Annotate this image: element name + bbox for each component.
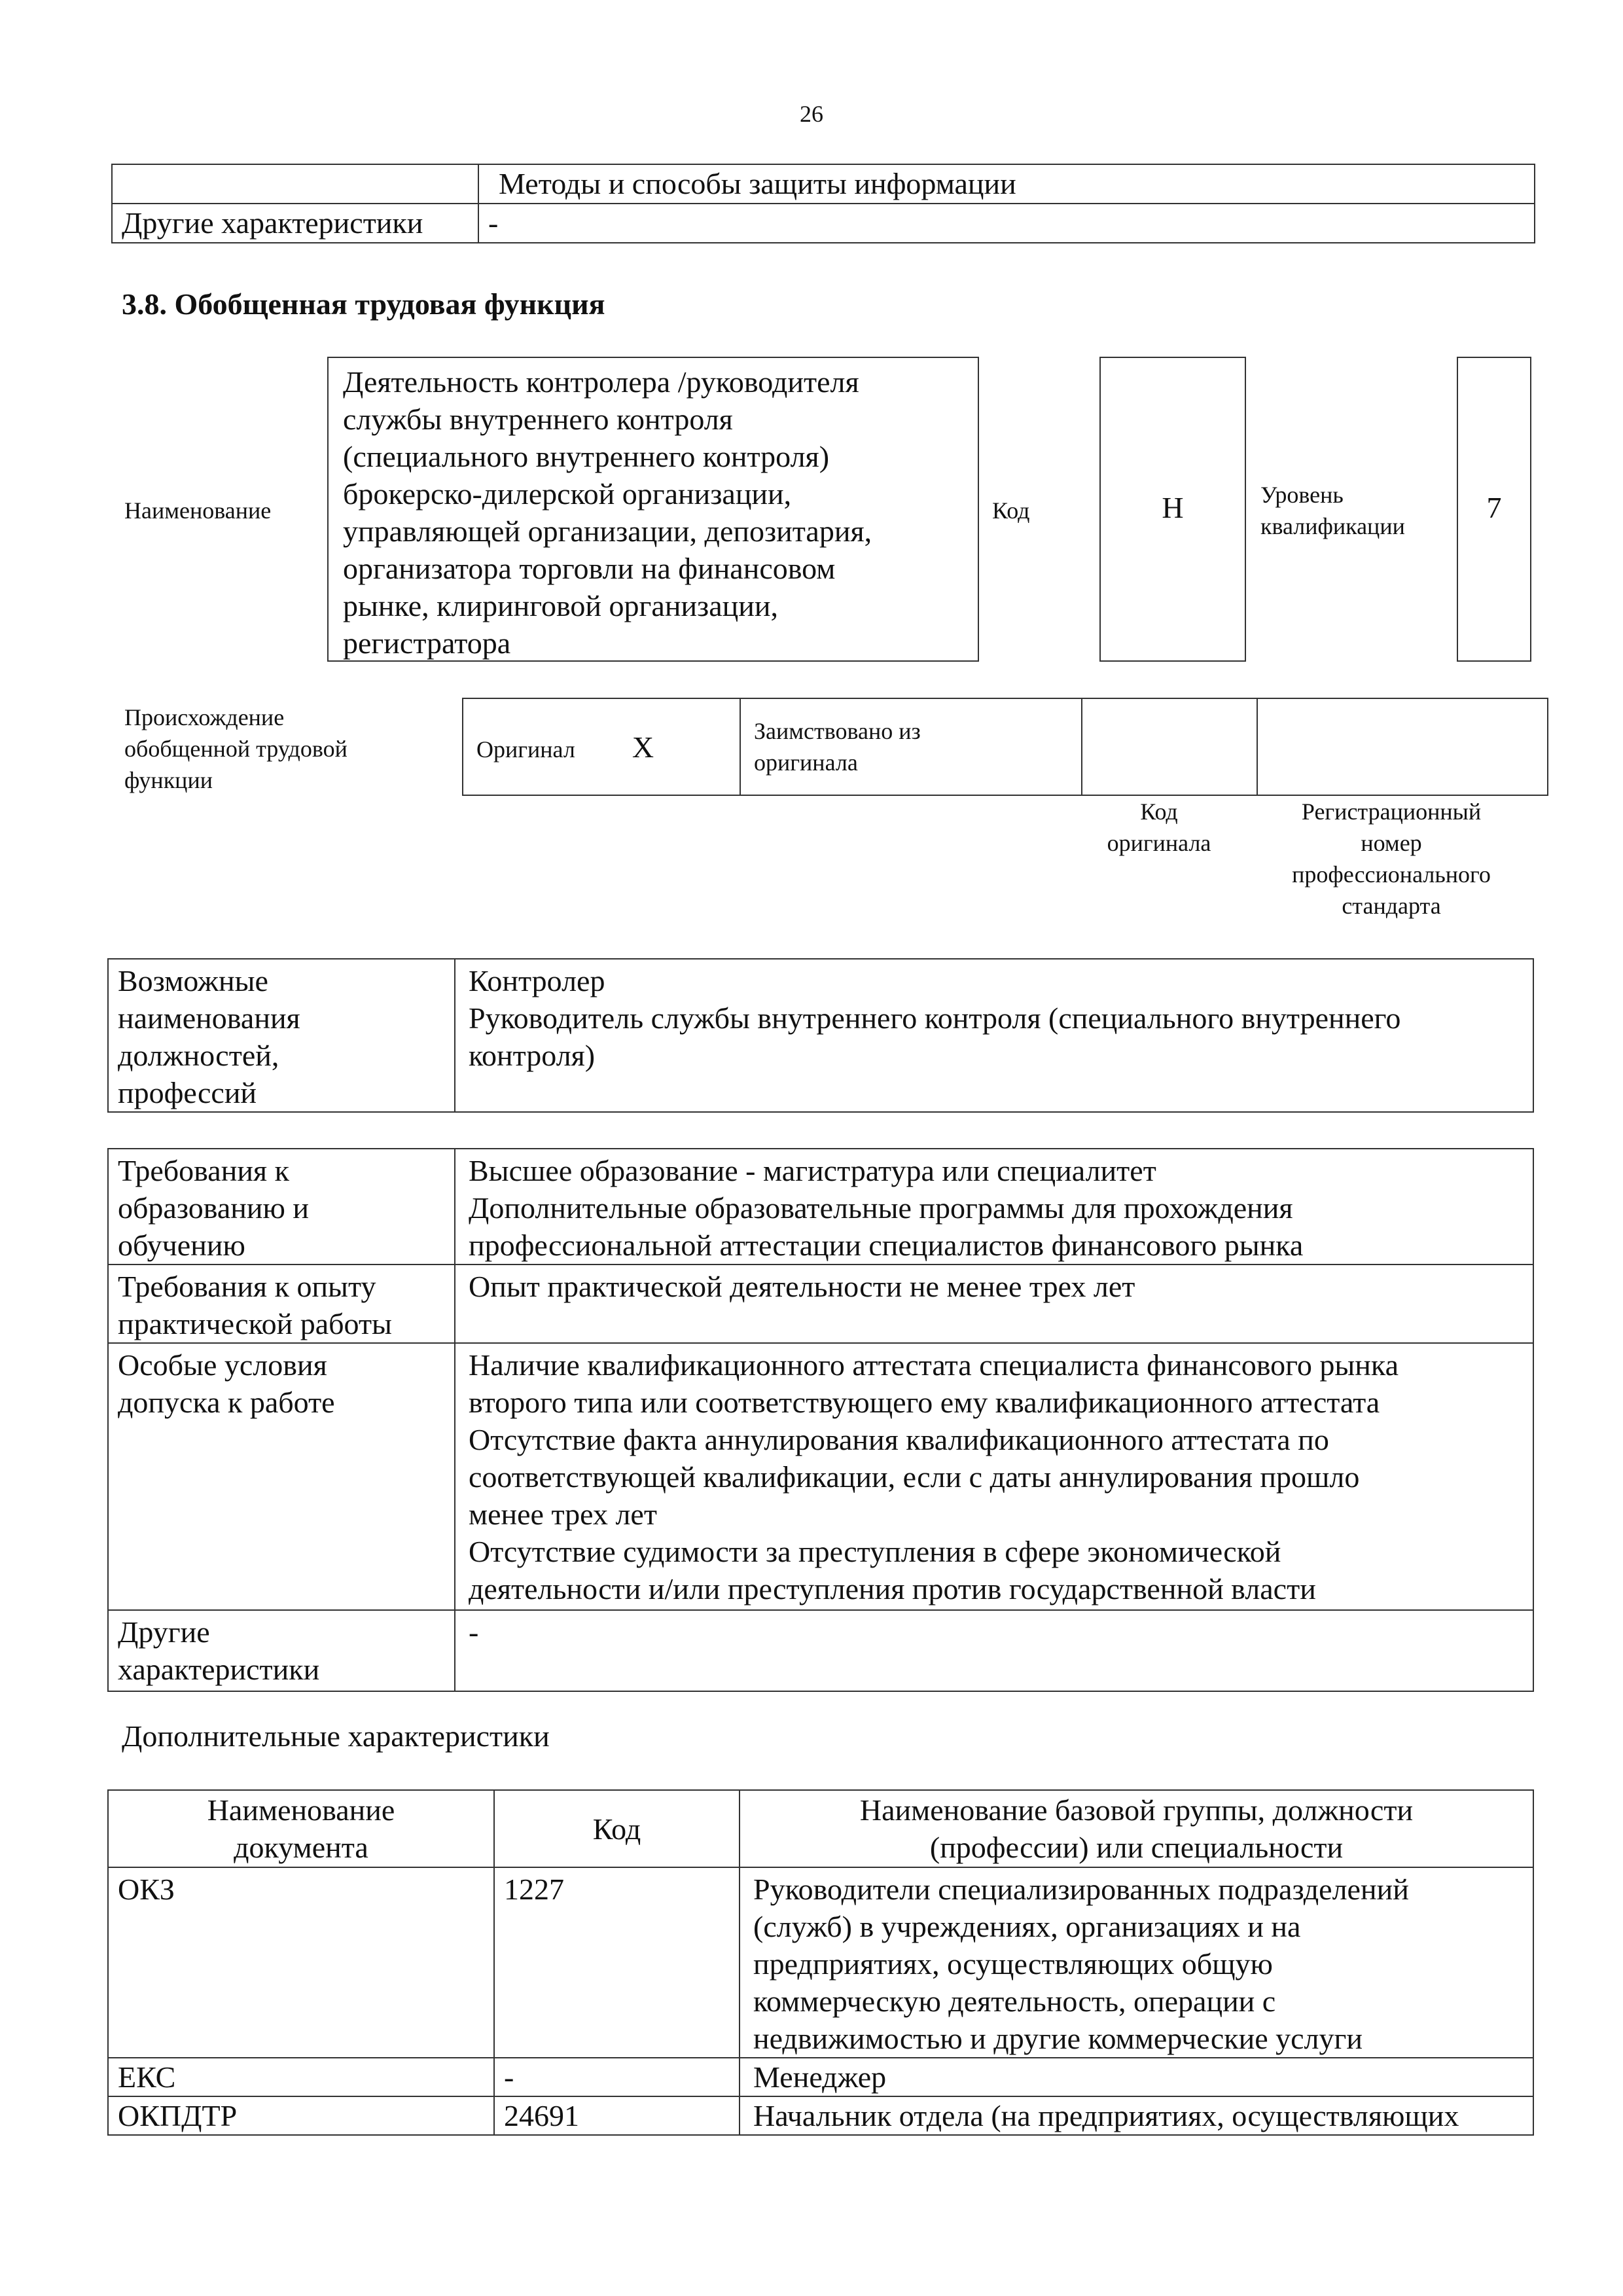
reg-number-cell: [1257, 698, 1548, 795]
reg-caption-line: Регистрационный: [1301, 798, 1482, 825]
code-caption: [1071, 796, 1247, 859]
origin-label-line: Происхождение: [124, 704, 285, 730]
requirement-line: второго типа или соответствующего ему квалификационного аттестата: [469, 1386, 1380, 1419]
original-mark: X: [632, 730, 654, 764]
name-line: Деятельность контролера /руководителя: [343, 365, 859, 399]
doc-cell: ЕКС: [108, 2058, 494, 2096]
requirement-line: Высшее образование - магистратура или специалитет: [469, 1154, 1156, 1187]
name-box: [327, 357, 979, 662]
positions-table: [107, 958, 1534, 1113]
positions-label: [108, 959, 455, 1112]
requirement-label: [108, 1149, 455, 1265]
positions-label-line: профессий: [118, 1076, 257, 1109]
code-value: H: [1162, 491, 1184, 524]
table-row: [108, 959, 1533, 1112]
header-line: Код: [592, 1812, 641, 1846]
doc-cell: ОКПДТР: [108, 2096, 494, 2135]
header-name: [740, 1790, 1533, 1867]
header-line: Наименование: [207, 1793, 395, 1827]
reg-caption: [1247, 796, 1535, 922]
origin-table: [462, 698, 1548, 796]
table-row: [112, 164, 1535, 204]
name-line: брокерско-дилерской организации,: [343, 477, 792, 511]
table-row: [108, 1790, 1533, 1867]
level-label-line: квалификации: [1260, 513, 1405, 539]
requirement-value: [455, 1149, 1533, 1265]
name-cell-line: коммерческую деятельность, операции с: [753, 1984, 1276, 2018]
table-row: [108, 2096, 1533, 2135]
name-line: службы внутреннего контроля: [343, 403, 733, 436]
name-cell-line: Менеджер: [753, 2060, 887, 2094]
requirement-line: Наличие квалификационного аттестата специалиста финансового рынка: [469, 1348, 1399, 1382]
table-row: [108, 1867, 1533, 2058]
table-row: [108, 1343, 1533, 1610]
borrowed-line: Заимствовано из: [754, 718, 921, 744]
code-caption-line: Код: [1140, 798, 1178, 825]
reg-caption-line: профессионального: [1292, 861, 1491, 888]
positions-values: [455, 959, 1533, 1112]
requirement-line: -: [469, 1615, 479, 1649]
top-table: [111, 164, 1535, 243]
requirement-label-line: Требования к опыту: [118, 1270, 376, 1303]
requirement-label: [108, 1343, 455, 1610]
name-label: Наименование: [124, 497, 272, 524]
header-line: документа: [234, 1831, 368, 1864]
code-cell: 1227: [494, 1867, 740, 2058]
original-label: Оригинал: [476, 736, 575, 762]
name-cell-line: недвижимостью и другие коммерческие услуги: [753, 2022, 1363, 2055]
additional-title: Дополнительные характеристики: [122, 1719, 550, 1753]
requirement-label-line: образованию и: [118, 1191, 309, 1225]
table-row: [112, 204, 1535, 243]
section-title: 3.8. Обобщенная трудовая функция: [122, 287, 605, 321]
name-cell-line: Начальник отдела (на предприятиях, осуществляющих: [753, 2099, 1459, 2132]
position-line: Контролер: [469, 964, 605, 997]
origin-label: [124, 702, 348, 796]
positions-label-line: наименования: [118, 1001, 300, 1035]
requirement-label: [108, 1265, 455, 1343]
requirement-line: Дополнительные образовательные программы для прохождения: [469, 1191, 1293, 1225]
requirement-line: соответствующей квалификации, если с даты аннулирования прошло: [469, 1460, 1360, 1494]
header-document: [108, 1790, 494, 1867]
position-line: Руководитель службы внутреннего контроля (специального внутреннего: [469, 1001, 1401, 1035]
positions-label-line: Возможные: [118, 964, 268, 997]
reg-caption-line: стандарта: [1342, 893, 1441, 919]
requirement-label-line: Особые условия: [118, 1348, 327, 1382]
requirement-line: Отсутствие факта аннулирования квалификационного аттестата по: [469, 1423, 1329, 1456]
name-cell: [740, 2096, 1533, 2135]
requirements-table: [107, 1148, 1534, 1692]
requirement-line: профессиональной аттестации специалистов финансового рынка: [469, 1229, 1304, 1262]
header-line: (профессии) или специальности: [929, 1831, 1344, 1864]
requirement-label-line: Другие: [118, 1615, 210, 1649]
page-number: 26: [800, 101, 823, 127]
top-row-label: [112, 164, 478, 204]
header-line: Наименование базовой группы, должности: [859, 1793, 1414, 1827]
borrowed-cell: [740, 698, 1082, 795]
code-cell: -: [494, 2058, 740, 2096]
name-line: организатора торговли на финансовом: [343, 552, 836, 585]
top-row-label: Другие характеристики: [112, 204, 478, 243]
requirement-line: Опыт практической деятельности не менее трех лет: [469, 1270, 1135, 1303]
origin-label-line: функции: [124, 767, 213, 793]
name-cell: [740, 1867, 1533, 2058]
name-line: (специального внутреннего контроля): [343, 440, 830, 473]
name-cell-line: (служб) в учреждениях, организациях и на: [753, 1910, 1301, 1943]
table-row: [108, 2058, 1533, 2096]
top-row-value: -: [478, 204, 1535, 243]
requirement-label-line: практической работы: [118, 1307, 392, 1340]
requirement-line: менее трех лет: [469, 1498, 657, 1531]
reg-caption-line: номер: [1361, 830, 1422, 856]
level-box: [1457, 357, 1531, 662]
position-line: контроля): [469, 1039, 596, 1072]
additional-table: [107, 1789, 1534, 2136]
doc-cell: ОКЗ: [108, 1867, 494, 2058]
original-cell: [463, 698, 740, 795]
level-label: [1260, 479, 1405, 542]
positions-label-line: должностей,: [118, 1039, 279, 1072]
requirement-value: [455, 1343, 1533, 1610]
table-row: [108, 1149, 1533, 1265]
name-line: регистратора: [343, 626, 511, 660]
requirement-line: деятельности и/или преступления против государственной власти: [469, 1572, 1316, 1605]
borrowed-line: оригинала: [754, 749, 858, 776]
origin-code-cell: [1082, 698, 1257, 795]
requirement-label-line: обучению: [118, 1229, 245, 1262]
table-row: [108, 1610, 1533, 1691]
code-box: [1099, 357, 1246, 662]
table-row: [463, 698, 1548, 795]
requirement-value: [455, 1265, 1533, 1343]
requirement-label-line: допуска к работе: [118, 1386, 335, 1419]
level-label-line: Уровень: [1260, 482, 1344, 508]
origin-label-line: обобщенной трудовой: [124, 736, 348, 762]
name-cell-line: Руководители специализированных подразделений: [753, 1873, 1409, 1906]
name-cell: [740, 2058, 1533, 2096]
name-line: рынке, клиринговой организации,: [343, 589, 779, 622]
header-code: [494, 1790, 740, 1867]
requirement-label: [108, 1610, 455, 1691]
requirement-value: [455, 1610, 1533, 1691]
name-line: управляющей организации, депозитария,: [343, 514, 872, 548]
requirement-line: Отсутствие судимости за преступления в сфере экономической: [469, 1535, 1281, 1568]
code-label: Код: [992, 497, 1030, 524]
level-value: 7: [1486, 491, 1502, 524]
requirement-label-line: характеристики: [118, 1653, 320, 1686]
table-row: [108, 1265, 1533, 1343]
requirement-label-line: Требования к: [118, 1154, 289, 1187]
code-caption-line: оригинала: [1107, 830, 1211, 856]
name-cell-line: предприятиях, осуществляющих общую: [753, 1947, 1273, 1981]
top-row-value: Методы и способы защиты информации: [478, 164, 1535, 204]
code-cell: 24691: [494, 2096, 740, 2135]
